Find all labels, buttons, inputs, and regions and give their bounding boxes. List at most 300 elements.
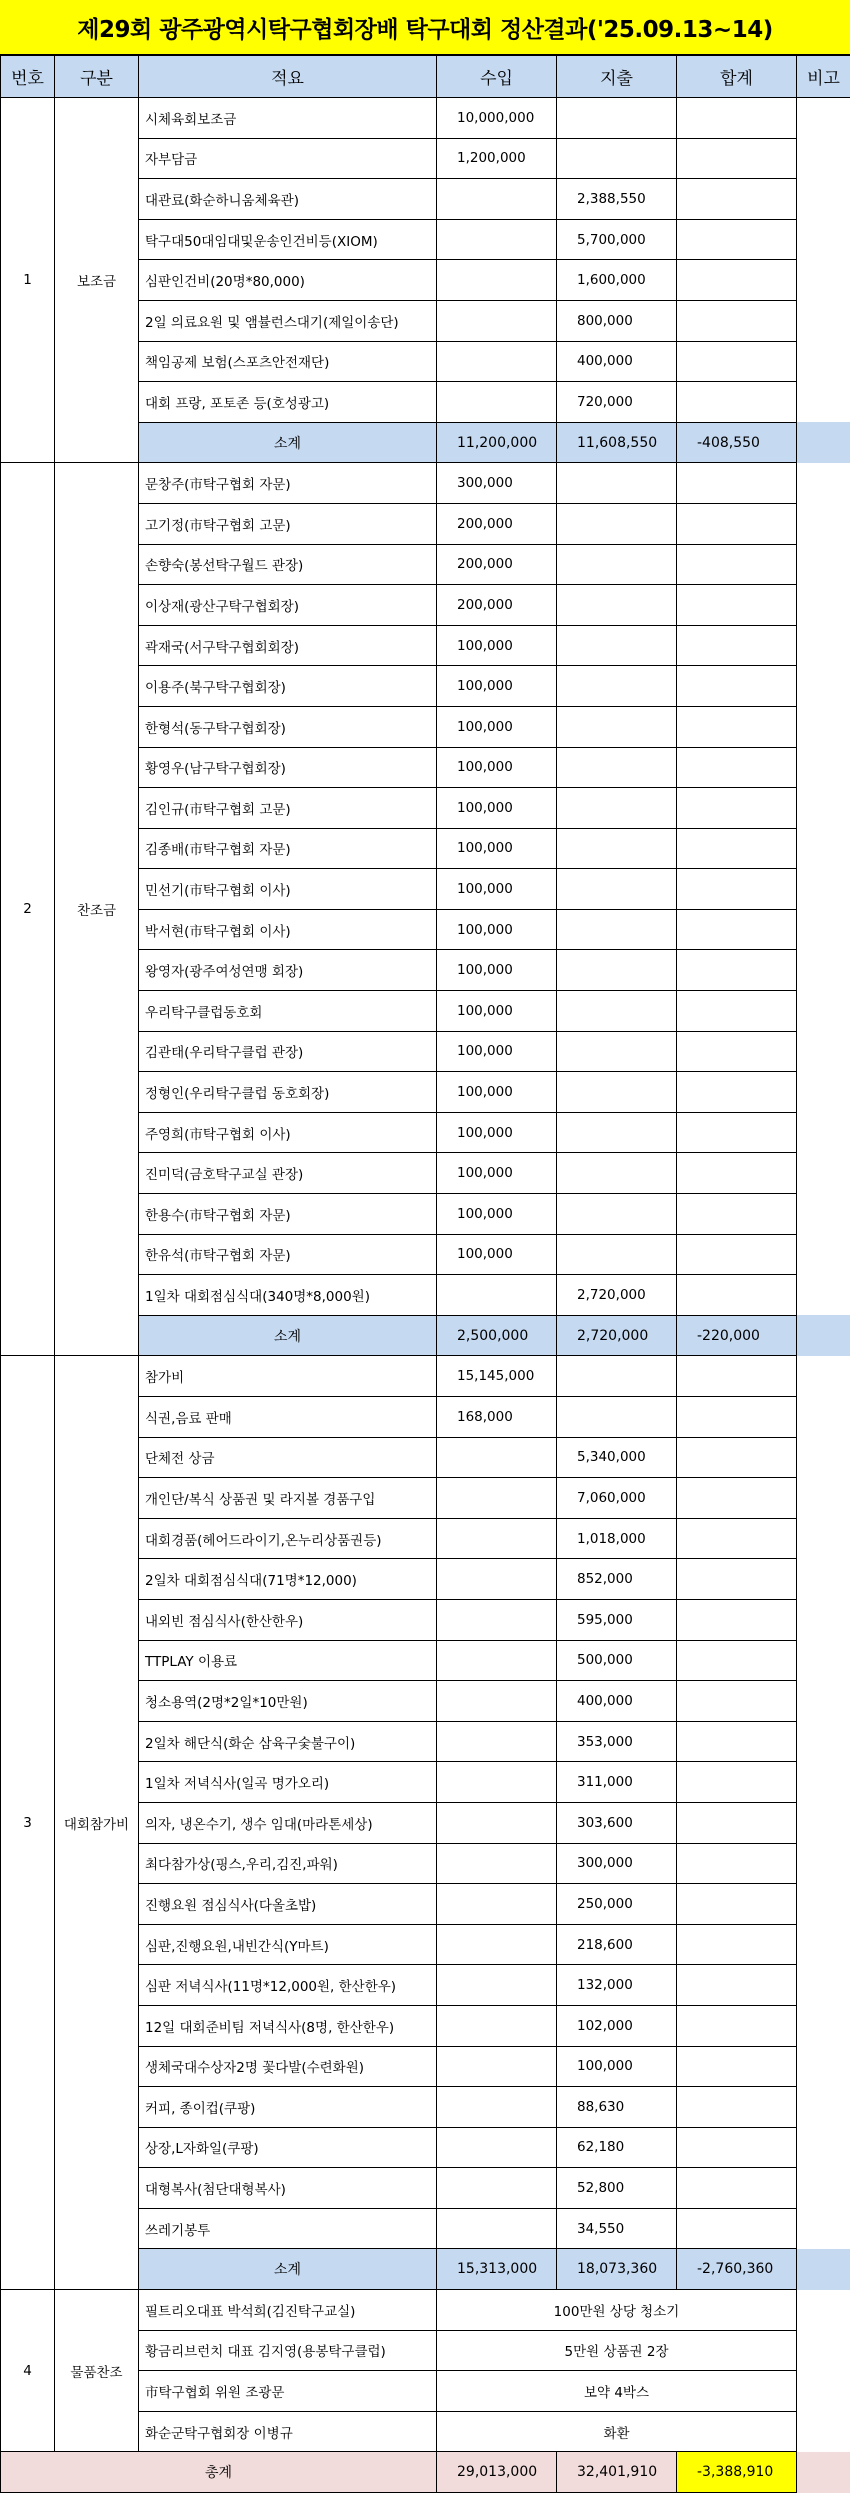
row-expense [557,1031,677,1072]
row-desc: 문창주(市탁구협회 자문) [139,463,437,504]
row-donated-item: 100만원 상당 청소기 [437,2290,797,2331]
row-expense [557,1112,677,1153]
row-income: 100,000 [437,1234,557,1275]
row-desc: 탁구대50대임대및운송인건비등(XIOM) [139,219,437,260]
row-note [797,1112,850,1153]
row-donated-item: 화환 [437,2411,797,2452]
row-expense: 132,000 [557,1965,677,2006]
subtotal-label: 소계 [139,422,437,463]
row-note [797,2127,850,2168]
header-balance: 합계 [677,56,797,98]
row-expense: 62,180 [557,2127,677,2168]
row-desc: 생체국대수상자2명 꽃다발(수련화원) [139,2046,437,2087]
row-note [797,382,850,423]
row-income: 10,000,000 [437,98,557,139]
row-desc: 자부담금 [139,138,437,179]
row-balance [677,950,797,991]
row-income [437,1599,557,1640]
row-income [437,1681,557,1722]
row-balance [677,1721,797,1762]
row-desc: 식권,음료 판매 [139,1397,437,1438]
row-income [437,2127,557,2168]
row-income: 1,200,000 [437,138,557,179]
row-income: 100,000 [437,991,557,1032]
row-note [797,1843,850,1884]
row-donated-item: 보약 4박스 [437,2371,797,2412]
header-income: 수입 [437,56,557,98]
row-note [797,2208,850,2249]
row-desc: 심판인건비(20명*80,000) [139,260,437,301]
row-note [797,2330,850,2371]
row-note [797,503,850,544]
row-note [797,1559,850,1600]
row-expense [557,138,677,179]
row-income [437,2005,557,2046]
row-expense: 100,000 [557,2046,677,2087]
row-balance [677,1356,797,1397]
row-balance [677,138,797,179]
row-desc: 쓰레기봉투 [139,2208,437,2249]
row-expense [557,1397,677,1438]
row-desc: 이상재(광산구탁구협회장) [139,585,437,626]
row-income: 100,000 [437,706,557,747]
row-expense: 250,000 [557,1884,677,1925]
header-note: 비고 [797,56,850,98]
row-desc: 2일차 해단식(화순 삼육구숯불구이) [139,1721,437,1762]
subtotal-income: 15,313,000 [437,2249,557,2290]
row-expense [557,585,677,626]
row-income [437,2208,557,2249]
row-expense [557,463,677,504]
row-note [797,1194,850,1235]
row-income: 100,000 [437,1194,557,1235]
row-balance [677,1072,797,1113]
row-desc: 한형석(동구탁구협회장) [139,706,437,747]
row-balance [677,1031,797,1072]
row-desc: 1일차 저녁식사(일곡 명가오리) [139,1762,437,1803]
row-note [797,544,850,585]
row-desc: 12일 대회준비팀 저녁식사(8명, 한산한우) [139,2005,437,2046]
row-desc: 대관료(화순하니움체육관) [139,179,437,220]
page-title: 제29회 광주광역시탁구협회장배 탁구대회 정산결과('25.09.13~14) [0,0,850,55]
row-expense [557,544,677,585]
row-balance [677,666,797,707]
row-income: 100,000 [437,1153,557,1194]
row-desc: 의자, 냉온수기, 생수 임대(마라톤세상) [139,1802,437,1843]
row-balance [677,179,797,220]
row-income: 100,000 [437,1031,557,1072]
header-no: 번호 [1,56,55,98]
row-note [797,950,850,991]
row-note [797,98,850,139]
row-balance [677,1275,797,1316]
subtotal-income: 11,200,000 [437,422,557,463]
row-balance [677,1843,797,1884]
row-note [797,828,850,869]
group-category: 대회참가비 [55,1356,139,2290]
header-expense: 지출 [557,56,677,98]
row-desc: 대회경품(헤어드라이기,온누리상품권등) [139,1518,437,1559]
row-expense [557,950,677,991]
row-note [797,1275,850,1316]
row-expense [557,1072,677,1113]
table-row [1,2290,850,2331]
row-desc: 심판 저녁식사(11명*12,000원, 한산한우) [139,1965,437,2006]
subtotal-balance: -408,550 [677,422,797,463]
row-income: 100,000 [437,909,557,950]
row-note [797,1153,850,1194]
row-income: 168,000 [437,1397,557,1438]
row-note [797,1072,850,1113]
row-balance [677,1681,797,1722]
row-balance [677,585,797,626]
row-expense [557,1234,677,1275]
row-expense [557,991,677,1032]
row-expense [557,747,677,788]
table-row [1,1356,850,1397]
row-donated-item: 5만원 상품권 2장 [437,2330,797,2371]
row-expense: 2,720,000 [557,1275,677,1316]
row-note [797,341,850,382]
row-income [437,1518,557,1559]
row-income [437,1437,557,1478]
row-note [797,2005,850,2046]
row-income: 200,000 [437,585,557,626]
total-row [1,2452,850,2493]
row-desc: 왕영자(광주여성연맹 회장) [139,950,437,991]
row-balance [677,1518,797,1559]
row-desc: 김관태(우리탁구클럽 관장) [139,1031,437,1072]
group-category: 찬조금 [55,463,139,1356]
row-expense: 300,000 [557,1843,677,1884]
row-desc: 고기정(市탁구협회 고문) [139,503,437,544]
group-number: 1 [1,98,55,463]
row-balance [677,1478,797,1519]
row-expense [557,1194,677,1235]
row-balance [677,341,797,382]
row-expense [557,869,677,910]
row-note [797,2290,850,2331]
row-balance [677,300,797,341]
row-expense: 400,000 [557,1681,677,1722]
header-category: 구분 [55,56,139,98]
row-income [437,1721,557,1762]
row-desc: 市탁구협회 위원 조광문 [139,2371,437,2412]
row-note [797,585,850,626]
row-note [797,706,850,747]
row-income: 100,000 [437,747,557,788]
row-expense: 1,600,000 [557,260,677,301]
row-desc: TTPLAY 이용료 [139,1640,437,1681]
row-desc: 김인규(市탁구협회 고문) [139,788,437,829]
row-note [797,1234,850,1275]
row-balance [677,828,797,869]
row-note [797,1599,850,1640]
row-balance [677,544,797,585]
row-income [437,1762,557,1803]
total-expense: 32,401,910 [557,2452,677,2493]
row-note [797,1640,850,1681]
row-desc: 민선기(市탁구협회 이사) [139,869,437,910]
row-balance [677,2127,797,2168]
row-balance [677,1153,797,1194]
row-note [797,2168,850,2209]
row-expense: 7,060,000 [557,1478,677,1519]
group-number: 3 [1,1356,55,2290]
row-desc: 1일차 대회점심식대(340명*8,000원) [139,1275,437,1316]
row-desc: 화순군탁구협회장 이병규 [139,2411,437,2452]
row-balance [677,706,797,747]
row-desc: 진미덕(금호탁구교실 관장) [139,1153,437,1194]
row-balance [677,869,797,910]
row-income [437,1559,557,1600]
row-note [797,1965,850,2006]
header-desc: 적요 [139,56,437,98]
row-note [797,1478,850,1519]
row-income [437,382,557,423]
row-expense [557,1356,677,1397]
row-note [797,2411,850,2452]
row-desc: 대형복사(첨단대형복사) [139,2168,437,2209]
row-note [797,1924,850,1965]
row-balance [677,909,797,950]
subtotal-income: 2,500,000 [437,1315,557,1356]
subtotal-label: 소계 [139,2249,437,2290]
row-expense: 303,600 [557,1802,677,1843]
row-desc: 심판,진행요원,내빈간식(Y마트) [139,1924,437,1965]
row-desc: 황영우(남구탁구협회장) [139,747,437,788]
row-expense [557,1153,677,1194]
row-income [437,1965,557,2006]
subtotal-label: 소계 [139,1315,437,1356]
row-balance [677,2087,797,2128]
subtotal-balance: -2,760,360 [677,2249,797,2290]
group-number: 2 [1,463,55,1356]
row-income [437,2168,557,2209]
row-note [797,422,850,463]
row-desc: 진행요원 점심식사(다올초밥) [139,1884,437,1925]
row-income: 300,000 [437,463,557,504]
row-desc: 곽재국(서구탁구협회회장) [139,625,437,666]
row-note [797,869,850,910]
row-income: 100,000 [437,1112,557,1153]
settlement-table [0,55,850,2493]
row-desc: 손향숙(봉선탁구월드 관장) [139,544,437,585]
row-balance [677,1234,797,1275]
row-expense: 5,340,000 [557,1437,677,1478]
row-note [797,260,850,301]
row-note [797,1315,850,1356]
row-income [437,1843,557,1884]
row-desc: 정형인(우리탁구클럽 동호회장) [139,1072,437,1113]
row-income [437,1802,557,1843]
row-income: 100,000 [437,869,557,910]
row-balance [677,1965,797,2006]
row-income [437,179,557,220]
row-balance [677,1640,797,1681]
subtotal-expense: 18,073,360 [557,2249,677,2290]
row-balance [677,1437,797,1478]
total-balance: -3,388,910 [677,2452,797,2493]
row-balance [677,463,797,504]
subtotal-expense: 11,608,550 [557,422,677,463]
row-expense [557,625,677,666]
row-desc: 주영희(市탁구협회 이사) [139,1112,437,1153]
row-balance [677,2046,797,2087]
row-expense: 800,000 [557,300,677,341]
row-desc: 한용수(市탁구협회 자문) [139,1194,437,1235]
row-expense: 720,000 [557,382,677,423]
row-note [797,747,850,788]
row-desc: 책임공제 보험(스포츠안전재단) [139,341,437,382]
row-income [437,260,557,301]
row-expense: 1,018,000 [557,1518,677,1559]
row-expense [557,788,677,829]
row-balance [677,260,797,301]
row-balance [677,1802,797,1843]
row-note [797,179,850,220]
row-note [797,1802,850,1843]
row-income: 100,000 [437,788,557,829]
group-category: 물품찬조 [55,2290,139,2452]
row-expense: 311,000 [557,1762,677,1803]
row-note [797,788,850,829]
row-note [797,2249,850,2290]
row-note [797,463,850,504]
row-note [797,625,850,666]
row-balance [677,1599,797,1640]
header-row [1,56,850,98]
row-expense: 595,000 [557,1599,677,1640]
row-note [797,300,850,341]
row-income [437,2087,557,2128]
row-note [797,909,850,950]
row-expense: 5,700,000 [557,219,677,260]
row-note [797,2087,850,2128]
row-balance [677,219,797,260]
row-expense [557,828,677,869]
row-income [437,2046,557,2087]
row-income: 100,000 [437,828,557,869]
row-balance [677,1112,797,1153]
row-desc: 우리탁구클럽동호회 [139,991,437,1032]
row-balance [677,2168,797,2209]
row-desc: 단체전 상금 [139,1437,437,1478]
row-balance [677,382,797,423]
row-balance [677,503,797,544]
row-balance [677,1884,797,1925]
row-note [797,1884,850,1925]
row-balance [677,1762,797,1803]
row-expense: 218,600 [557,1924,677,1965]
row-desc: 2일 의료요원 및 앰뷸런스대기(제일이송단) [139,300,437,341]
row-balance [677,1924,797,1965]
row-expense [557,98,677,139]
row-balance [677,1397,797,1438]
row-note [797,1762,850,1803]
subtotal-expense: 2,720,000 [557,1315,677,1356]
row-income: 100,000 [437,1072,557,1113]
row-income [437,300,557,341]
row-balance [677,991,797,1032]
row-note [797,1031,850,1072]
row-balance [677,98,797,139]
group-category: 보조금 [55,98,139,463]
row-note [797,219,850,260]
row-income [437,219,557,260]
row-income: 200,000 [437,503,557,544]
table-row [1,98,850,139]
row-balance [677,2005,797,2046]
row-desc: 시체육회보조금 [139,98,437,139]
table-body [1,98,850,2493]
row-expense: 2,388,550 [557,179,677,220]
row-note [797,1437,850,1478]
row-expense: 852,000 [557,1559,677,1600]
row-balance [677,625,797,666]
row-desc: 청소용역(2명*2일*10만원) [139,1681,437,1722]
row-expense: 52,800 [557,2168,677,2209]
row-desc: 대회 프랑, 포토존 등(호성광고) [139,382,437,423]
row-expense: 353,000 [557,1721,677,1762]
row-note [797,1518,850,1559]
row-balance [677,1559,797,1600]
row-income: 100,000 [437,625,557,666]
row-income: 100,000 [437,666,557,707]
row-income [437,1884,557,1925]
row-desc: 이용주(북구탁구협회장) [139,666,437,707]
row-expense [557,706,677,747]
row-desc: 박서현(市탁구협회 이사) [139,909,437,950]
row-desc: 상장,L자화일(쿠팡) [139,2127,437,2168]
row-expense [557,666,677,707]
row-expense: 400,000 [557,341,677,382]
row-income [437,1478,557,1519]
row-desc: 필트리오대표 박석희(김진탁구교실) [139,2290,437,2331]
row-note [797,1681,850,1722]
row-income: 15,145,000 [437,1356,557,1397]
row-expense [557,909,677,950]
row-income: 100,000 [437,950,557,991]
row-balance [677,747,797,788]
total-income: 29,013,000 [437,2452,557,2493]
row-income [437,1640,557,1681]
row-balance [677,788,797,829]
row-desc: 내외빈 점심식사(한산한우) [139,1599,437,1640]
row-note [797,1721,850,1762]
row-income: 200,000 [437,544,557,585]
row-desc: 2일차 대회점심식대(71명*12,000) [139,1559,437,1600]
row-expense: 102,000 [557,2005,677,2046]
row-expense: 500,000 [557,1640,677,1681]
row-note [797,1356,850,1397]
table-row [1,463,850,504]
row-desc: 한유석(市탁구협회 자문) [139,1234,437,1275]
row-income [437,341,557,382]
row-note [797,1397,850,1438]
row-desc: 최다참가상(핑스,우리,김진,파워) [139,1843,437,1884]
row-note [797,2452,850,2493]
row-balance [677,1194,797,1235]
row-desc: 김종배(市탁구협회 자문) [139,828,437,869]
row-note [797,2046,850,2087]
total-label: 총계 [1,2452,437,2493]
row-expense [557,503,677,544]
row-note [797,991,850,1032]
row-balance [677,2208,797,2249]
row-expense: 34,550 [557,2208,677,2249]
row-income [437,1275,557,1316]
